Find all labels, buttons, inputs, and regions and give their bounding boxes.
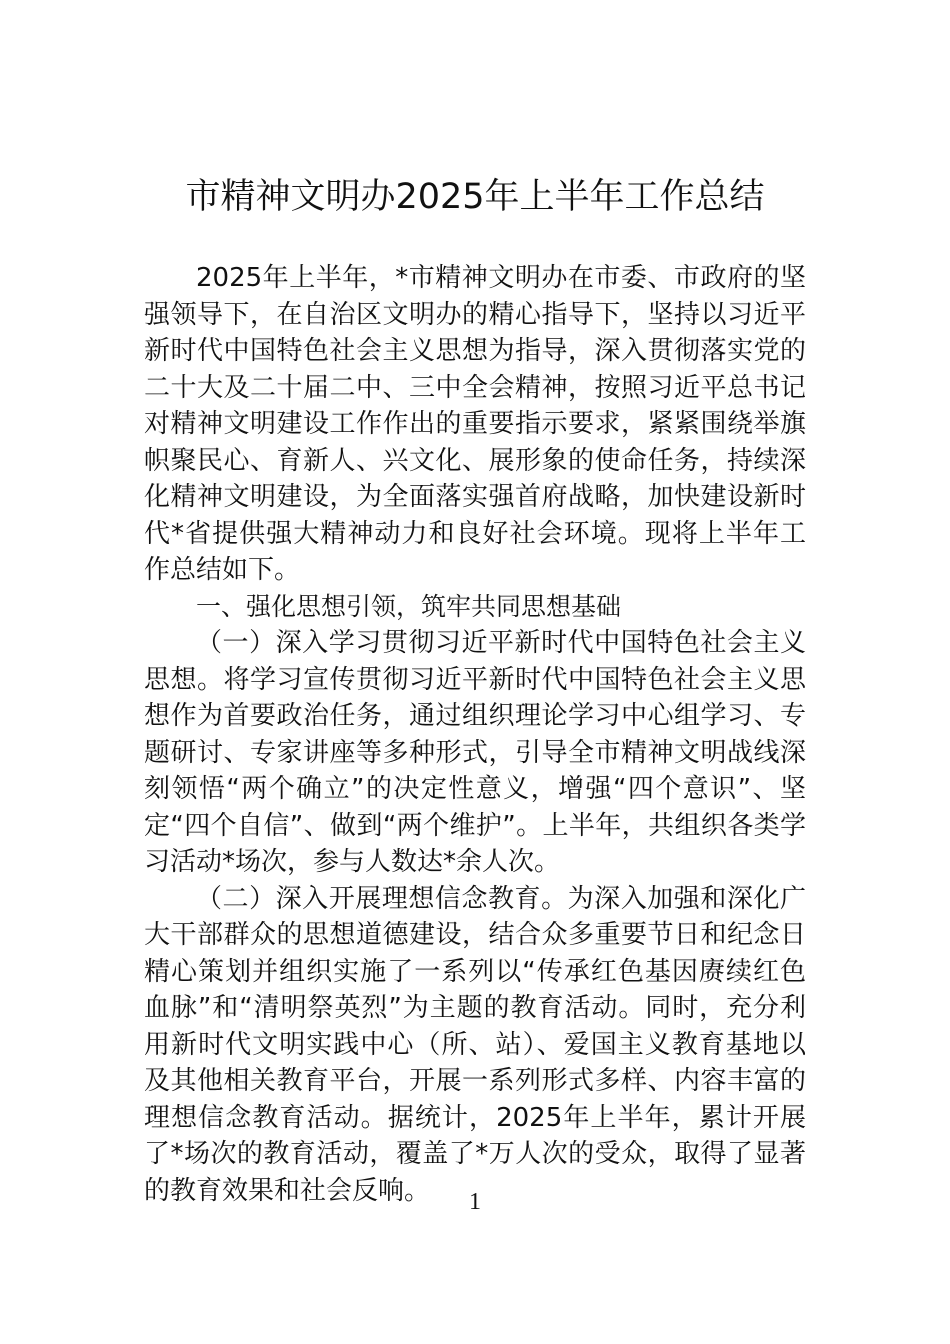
section-1-1-paragraph: （一）深入学习贯彻习近平新时代中国特色社会主义思想。将学习宣传贯彻习近平新时代中国特色社会主义思想作为首要政治任务，通过组织理论学习中心组学习、专题研讨、专家讲座等多种形式，引导全市精神文明战线深刻领悟“两个确立”的决定性意义，增强“四个意识”、坚定“四个自信”、做到“两个维护”。上半年，共组织各类学习活动*场次，参与人数达*余人次。 [144, 628, 806, 877]
section-1-heading: 一、强化思想引领，筑牢共同思想基础 [196, 591, 622, 621]
document-body [144, 260, 806, 1209]
section-1-2-paragraph: （二）深入开展理想信念教育。为深入加强和深化广大干部群众的思想道德建设，结合众多重要节日和纪念日精心策划并组织实施了一系列以“传承红色基因赓续红色血脉”和“清明祭英烈”为主题的教育活动。同时，充分利用新时代文明实践中心（所、站）、爱国主义教育基地以及其他相关教育平台，开展一系列形式多样、内容丰富的理想信念教育活动。据统计，2025年上半年，累计开展了*场次的教育活动，覆盖了*万人次的受众，取得了显著的教育效果和社会反响。 [144, 883, 806, 1206]
page-number: 1 [469, 1189, 481, 1215]
intro-paragraph: 2025年上半年，*市精神文明办在市委、市政府的坚强领导下，在自治区文明办的精心指导下，坚持以习近平新时代中国特色社会主义思想为指导，深入贯彻落实党的二十大及二十届二中、三中全会精神，按照习近平总书记对精神文明建设工作作出的重要指示要求，紧紧围绕举旗帜聚民心、育新人、兴文化、展形象的使命任务，持续深化精神文明建设，为全面落实强首府战略，加快建设新时代*省提供强大精神动力和良好社会环境。现将上半年工作总结如下。 [144, 263, 806, 585]
document-title: 市精神文明办2025年上半年工作总结 [185, 177, 765, 217]
